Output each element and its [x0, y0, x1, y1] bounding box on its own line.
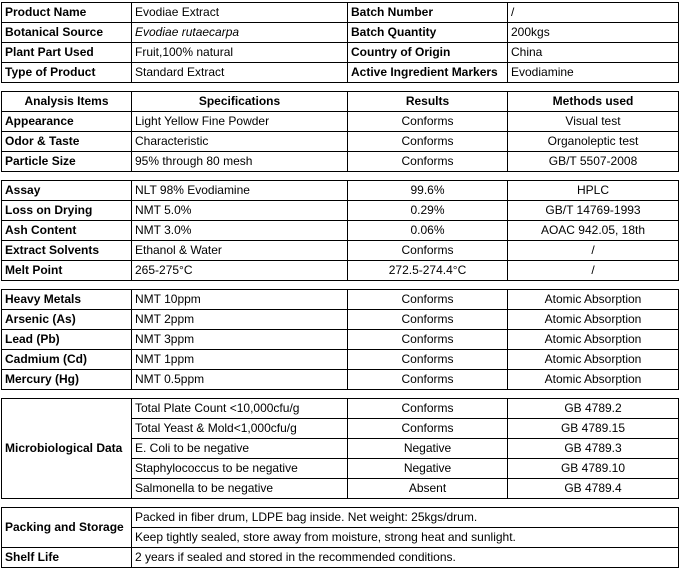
markers-label: Active Ingredient Markers — [348, 63, 508, 83]
table-row — [2, 350, 679, 370]
method-value: Organoleptic test — [508, 132, 679, 152]
spec-value: NMT 3ppm — [132, 330, 348, 350]
method-value: Atomic Absorption — [508, 310, 679, 330]
spec-value: Total Yeast & Mold<1,000cfu/g — [132, 419, 348, 439]
result-value: Conforms — [348, 152, 508, 172]
table-row — [2, 132, 679, 152]
column-header-specs: Specifications — [132, 92, 348, 112]
column-header-items: Analysis Items — [2, 92, 132, 112]
result-value: Conforms — [348, 399, 508, 419]
method-value: HPLC — [508, 181, 679, 201]
result-value: Conforms — [348, 370, 508, 390]
batch-number-value: / — [508, 3, 679, 23]
spec-value: NLT 98% Evodiamine — [132, 181, 348, 201]
product-name-value: Evodiae Extract — [132, 3, 348, 23]
method-value: AOAC 942.05, 18th — [508, 221, 679, 241]
table-row — [2, 370, 679, 390]
result-value: Absent — [348, 479, 508, 499]
plant-part-value: Fruit,100% natural — [132, 43, 348, 63]
result-value: 272.5-274.4°C — [348, 261, 508, 281]
product-info-table — [1, 2, 679, 83]
table-row — [2, 399, 679, 419]
spec-value: Salmonella to be negative — [132, 479, 348, 499]
table-row — [2, 43, 679, 63]
spec-value: Staphylococcus to be negative — [132, 459, 348, 479]
table-row — [2, 221, 679, 241]
spec-value: NMT 10ppm — [132, 290, 348, 310]
method-value: GB 4789.2 — [508, 399, 679, 419]
method-value: Atomic Absorption — [508, 350, 679, 370]
item-label: Loss on Drying — [2, 201, 132, 221]
method-value: GB 4789.4 — [508, 479, 679, 499]
packing-line-2: Keep tightly sealed, store away from moisture, strong heat and sunlight. — [132, 528, 679, 548]
spec-value: NMT 0.5ppm — [132, 370, 348, 390]
result-value: 99.6% — [348, 181, 508, 201]
result-value: 0.06% — [348, 221, 508, 241]
plant-part-label: Plant Part Used — [2, 43, 132, 63]
method-value: GB 4789.15 — [508, 419, 679, 439]
type-value: Standard Extract — [132, 63, 348, 83]
item-label: Appearance — [2, 112, 132, 132]
table-row — [2, 181, 679, 201]
method-value: / — [508, 261, 679, 281]
table-row — [2, 310, 679, 330]
country-label: Country of Origin — [348, 43, 508, 63]
item-label: Extract Solvents — [2, 241, 132, 261]
method-value: GB/T 5507-2008 — [508, 152, 679, 172]
item-label: Mercury (Hg) — [2, 370, 132, 390]
table-row — [2, 261, 679, 281]
spec-value: Total Plate Count <10,000cfu/g — [132, 399, 348, 419]
spec-value: NMT 3.0% — [132, 221, 348, 241]
table-row — [2, 3, 679, 23]
shelf-life-value: 2 years if sealed and stored in the recommended conditions. — [132, 548, 679, 568]
item-label: Cadmium (Cd) — [2, 350, 132, 370]
micro-label: Microbiological Data — [2, 399, 132, 499]
micro-table — [1, 398, 679, 499]
item-label: Arsenic (As) — [2, 310, 132, 330]
item-label: Heavy Metals — [2, 290, 132, 310]
result-value: Conforms — [348, 330, 508, 350]
table-row — [2, 152, 679, 172]
table-row — [2, 290, 679, 310]
column-header-results: Results — [348, 92, 508, 112]
chemical-table — [1, 180, 679, 281]
batch-number-label: Batch Number — [348, 3, 508, 23]
item-label: Odor & Taste — [2, 132, 132, 152]
spec-value: E. Coli to be negative — [132, 439, 348, 459]
result-value: Conforms — [348, 419, 508, 439]
spec-value: 265-275°C — [132, 261, 348, 281]
product-name-label: Product Name — [2, 3, 132, 23]
result-value: Negative — [348, 439, 508, 459]
method-value: GB/T 14769-1993 — [508, 201, 679, 221]
country-value: China — [508, 43, 679, 63]
result-value: Conforms — [348, 132, 508, 152]
spec-value: NMT 1ppm — [132, 350, 348, 370]
column-header-methods: Methods used — [508, 92, 679, 112]
method-value: Atomic Absorption — [508, 330, 679, 350]
packing-table — [1, 507, 679, 568]
metals-table — [1, 289, 679, 390]
result-value: Conforms — [348, 112, 508, 132]
type-label: Type of Product — [2, 63, 132, 83]
shelf-life-label: Shelf Life — [2, 548, 132, 568]
method-value: / — [508, 241, 679, 261]
markers-value: Evodiamine — [508, 63, 679, 83]
table-row — [2, 201, 679, 221]
spec-value: 95% through 80 mesh — [132, 152, 348, 172]
method-value: Atomic Absorption — [508, 370, 679, 390]
method-value: Atomic Absorption — [508, 290, 679, 310]
result-value: Negative — [348, 459, 508, 479]
physical-table — [1, 91, 679, 172]
item-label: Ash Content — [2, 221, 132, 241]
spec-value: NMT 5.0% — [132, 201, 348, 221]
table-row — [2, 112, 679, 132]
item-label: Melt Point — [2, 261, 132, 281]
result-value: Conforms — [348, 290, 508, 310]
batch-quantity-label: Batch Quantity — [348, 23, 508, 43]
result-value: Conforms — [348, 350, 508, 370]
result-value: 0.29% — [348, 201, 508, 221]
spec-value: NMT 2ppm — [132, 310, 348, 330]
table-row — [2, 63, 679, 83]
column-header-row — [2, 92, 679, 112]
result-value: Conforms — [348, 241, 508, 261]
item-label: Lead (Pb) — [2, 330, 132, 350]
packing-label: Packing and Storage — [2, 508, 132, 548]
method-value: Visual test — [508, 112, 679, 132]
table-row — [2, 23, 679, 43]
packing-line-1: Packed in fiber drum, LDPE bag inside. Net weight: 25kgs/drum. — [132, 508, 679, 528]
spec-value: Ethanol & Water — [132, 241, 348, 261]
spec-value: Characteristic — [132, 132, 348, 152]
table-row — [2, 548, 679, 568]
table-row — [2, 508, 679, 528]
result-value: Conforms — [348, 310, 508, 330]
botanical-source-label: Botanical Source — [2, 23, 132, 43]
botanical-source-value: Evodiae rutaecarpa — [132, 23, 348, 43]
item-label: Assay — [2, 181, 132, 201]
item-label: Particle Size — [2, 152, 132, 172]
table-row — [2, 330, 679, 350]
method-value: GB 4789.3 — [508, 439, 679, 459]
batch-quantity-value: 200kgs — [508, 23, 679, 43]
method-value: GB 4789.10 — [508, 459, 679, 479]
table-row — [2, 241, 679, 261]
spec-value: Light Yellow Fine Powder — [132, 112, 348, 132]
